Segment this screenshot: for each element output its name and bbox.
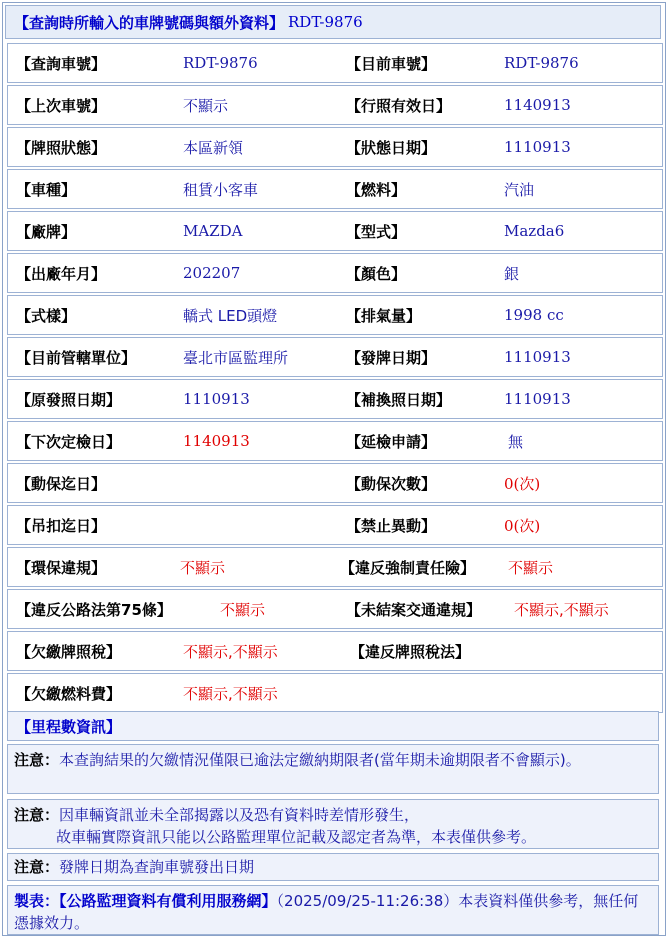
label-next-inspection: 【下次定檢日】 [16,432,122,451]
table-row [7,547,663,587]
value-displacement: 1998 cc [504,306,564,324]
table-row [7,421,663,461]
note-text: 發牌日期為查詢車號發出日期 [59,858,255,876]
value-env-violation: 不顯示 [180,558,226,577]
label-highway-act-75: 【違反公路法第75條】 [16,600,172,619]
label-inspection-extension: 【延檢申請】 [346,432,437,451]
label-body-style: 【式樣】 [16,306,77,325]
value-original-license-date: 1110913 [183,390,250,408]
label-license-tax-violation: 【違反牌照稅法】 [350,642,471,661]
label-reissue-date: 【補換照日期】 [346,390,452,409]
note-key: 注意： [14,751,60,769]
value-vehicle-type: 租賃小客車 [183,180,259,199]
table-row [7,505,663,545]
label-model: 【型式】 [346,222,407,241]
table-row [7,631,663,671]
label-vehicle-type: 【車種】 [16,180,77,199]
footer-key: 製表： [14,892,60,910]
value-license-expiry: 1140913 [504,96,571,114]
report-header [5,5,661,39]
header-title: 【查詢時所輸入的車牌號碼與額外資料】 [14,13,285,32]
value-plate-status: 本區新領 [183,138,244,157]
value-inspection-extension: 無 [508,432,524,451]
value-reissue-date: 1110913 [504,390,571,408]
value-model: Mazda6 [504,222,565,240]
label-brand: 【廠牌】 [16,222,77,241]
table-row [7,379,663,419]
table-row [7,589,663,629]
note-disclaimer [7,799,659,849]
label-unpaid-fuel-fee: 【欠繳燃料費】 [16,684,122,703]
label-plate-status: 【牌照狀態】 [16,138,107,157]
value-previous-plate: 不顯示 [183,96,229,115]
value-next-inspection: 1140913 [183,432,250,450]
label-jurisdiction: 【目前管轄單位】 [16,348,137,367]
label-query-plate: 【查詢車號】 [16,54,107,73]
label-manufacture-date: 【出廠年月】 [16,264,107,283]
report-frame [2,2,666,936]
vehicle-info-table [7,43,663,715]
value-query-plate: RDT-9876 [183,54,258,72]
table-row [7,463,663,503]
table-row [7,211,663,251]
label-suspension-end: 【吊扣迄日】 [16,516,107,535]
label-color: 【顏色】 [346,264,407,283]
note-issue-date [7,853,659,881]
label-unpaid-license-tax: 【欠繳牌照稅】 [16,642,122,661]
footer-timestamp: （2025/09/25-11:26:38） [276,892,459,910]
value-unpaid-license-tax: 不顯示,不顯示 [183,642,278,661]
label-lien-end: 【動保迄日】 [16,474,107,493]
value-body-style: 轎式 LED頭燈 [183,306,278,325]
note-key: 注意： [14,858,60,876]
value-fuel: 汽油 [504,180,535,199]
table-row [7,337,663,377]
label-issue-date: 【發牌日期】 [346,348,437,367]
label-status-date: 【狀態日期】 [346,138,437,157]
header-plate: RDT-9876 [288,13,363,31]
value-lien-count: 0(次) [504,474,541,493]
label-transfer-ban: 【禁止異動】 [346,516,437,535]
table-row [7,85,663,125]
note-arrears [7,744,659,794]
value-unpaid-fuel-fee: 不顯示,不顯示 [183,684,278,703]
value-transfer-ban: 0(次) [504,516,541,535]
note-text-line1: 因車輛資訊並未全部揭露以及恐有資料時差情形發生， [59,806,420,824]
label-previous-plate: 【上次車號】 [16,96,107,115]
table-row [7,169,663,209]
table-row [7,127,663,167]
label-displacement: 【排氣量】 [346,306,422,325]
footer-text: 本表資料僅供參考，無任何憑據效力。 [14,892,639,932]
report-footer [7,885,659,935]
label-unsettled-violations: 【未結案交通違規】 [346,600,482,619]
note-text-line2: 故車輛實際資訊只能以公路監理單位記載及認定者為準，本表僅供參考。 [56,828,537,846]
mileage-section-title: 【里程數資訊】 [7,711,659,741]
label-env-violation: 【環保違規】 [16,558,107,577]
label-lien-count: 【動保次數】 [346,474,437,493]
label-license-expiry: 【行照有效日】 [346,96,452,115]
label-original-license-date: 【原發照日期】 [16,390,122,409]
table-row [7,43,663,83]
value-current-plate: RDT-9876 [504,54,579,72]
table-row [7,295,663,335]
value-unsettled-violations: 不顯示,不顯示 [514,600,609,619]
label-current-plate: 【目前車號】 [346,54,437,73]
value-highway-act-75: 不顯示 [220,600,266,619]
value-status-date: 1110913 [504,138,571,156]
value-insurance-violation: 不顯示 [508,558,554,577]
footer-source: 【公路監理資料有償利用服務網】 [59,892,277,910]
value-issue-date: 1110913 [504,348,571,366]
table-row [7,253,663,293]
value-manufacture-date: 202207 [183,264,241,282]
table-row [7,673,663,713]
value-brand: MAZDA [183,222,243,240]
value-jurisdiction: 臺北市區監理所 [183,348,289,367]
value-color: 銀 [504,264,520,283]
note-key: 注意： [14,806,60,824]
label-insurance-violation: 【違反強制責任險】 [340,558,476,577]
label-fuel: 【燃料】 [346,180,407,199]
note-text: 本查詢結果的欠繳情況僅限已逾法定繳納期限者(當年期未逾期限者不會顯示)。 [59,751,581,769]
